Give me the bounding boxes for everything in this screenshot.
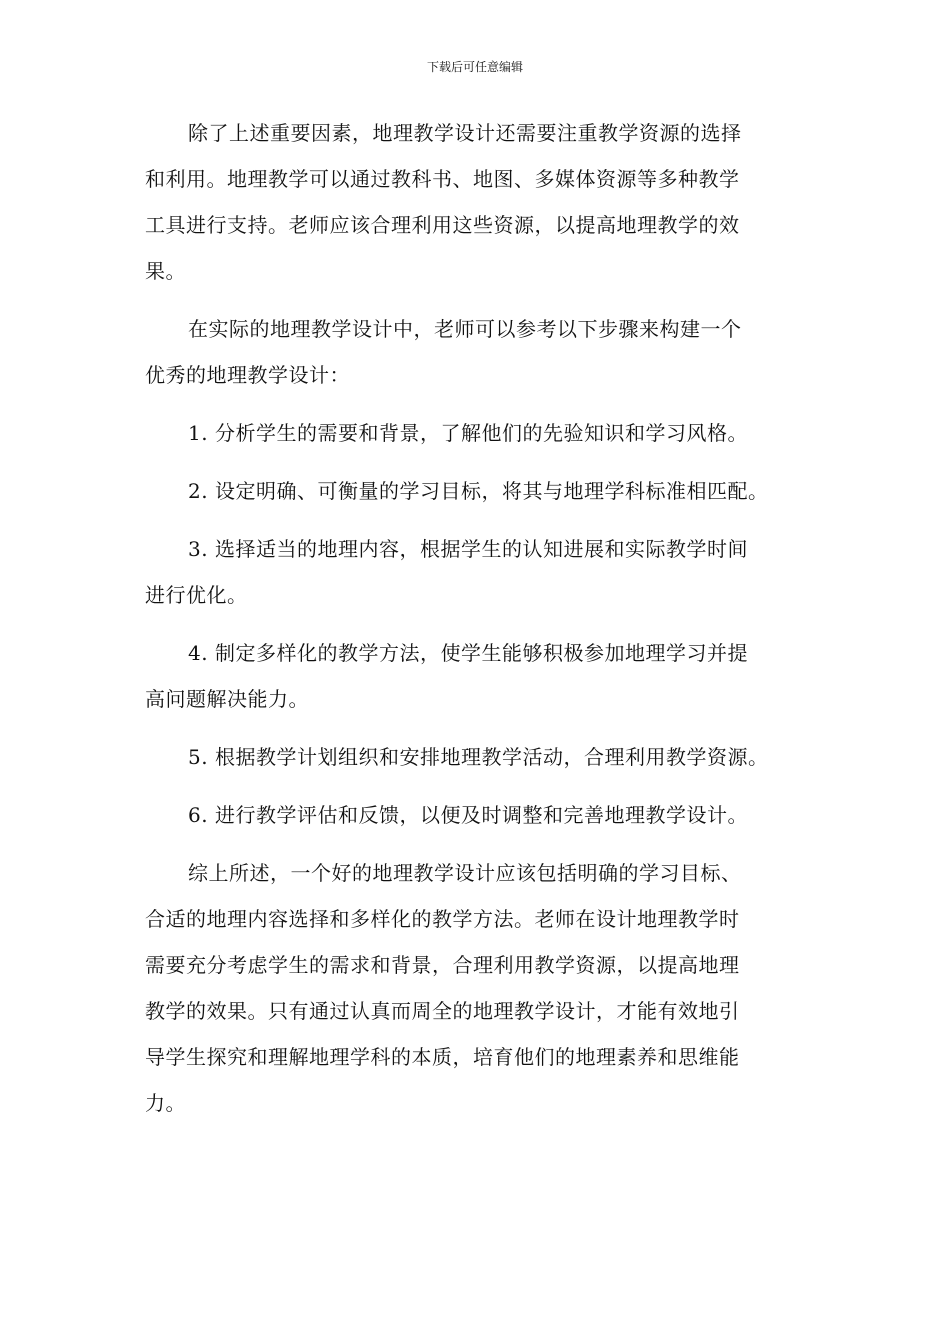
- text-line: 果。: [145, 259, 186, 283]
- text-line: 高问题解决能力。: [145, 687, 309, 711]
- text-line: 导学生探究和理解地理学科的本质，培育他们的地理素养和思维能: [145, 1045, 740, 1069]
- text-line: 和利用。地理教学可以通过教科书、地图、多媒体资源等多种教学: [145, 167, 740, 191]
- text-line: 2. 设定明确、可衡量的学习目标，将其与地理学科标准相匹配。: [188, 479, 769, 503]
- text-line: 1. 分析学生的需要和背景，了解他们的先验知识和学习风格。: [188, 421, 748, 445]
- document-body: [145, 110, 825, 1126]
- text-line: 在实际的地理教学设计中，老师可以参考以下步骤来构建一个: [188, 317, 742, 341]
- paragraph-conclusion: [145, 850, 825, 1126]
- text-line: 4. 制定多样化的教学方法，使学生能够积极参加地理学习并提: [188, 641, 748, 665]
- text-line: 工具进行支持。老师应该合理利用这些资源，以提高地理教学的效: [145, 213, 740, 237]
- list-item-step-6: [145, 792, 825, 838]
- text-line: 5. 根据教学计划组织和安排地理教学活动，合理利用教学资源。: [188, 745, 769, 769]
- paragraph-resources: [145, 110, 825, 294]
- text-line: 进行优化。: [145, 583, 248, 607]
- text-line: 综上所述，一个好的地理教学设计应该包括明确的学习目标、: [188, 861, 742, 885]
- text-line: 需要充分考虑学生的需求和背景，合理利用教学资源，以提高地理: [145, 953, 740, 977]
- text-line: 优秀的地理教学设计：: [145, 363, 350, 387]
- list-item-step-5: [145, 734, 825, 780]
- text-line: 力。: [145, 1091, 186, 1115]
- list-item-step-3: [145, 526, 825, 618]
- text-line: 教学的效果。只有通过认真而周全的地理教学设计，才能有效地引: [145, 999, 740, 1023]
- text-line: 除了上述重要因素，地理教学设计还需要注重教学资源的选择: [188, 121, 742, 145]
- text-line: 合适的地理内容选择和多样化的教学方法。老师在设计地理教学时: [145, 907, 740, 931]
- list-item-step-4: [145, 630, 825, 722]
- page-header: 下载后可任意编辑: [426, 60, 523, 74]
- text-line: 3. 选择适当的地理内容，根据学生的认知进展和实际教学时间: [188, 537, 748, 561]
- paragraph-steps-intro: [145, 306, 825, 398]
- text-line: 6. 进行教学评估和反馈，以便及时调整和完善地理教学设计。: [188, 803, 748, 827]
- list-item-step-2: [145, 468, 825, 514]
- list-item-step-1: [145, 410, 825, 456]
